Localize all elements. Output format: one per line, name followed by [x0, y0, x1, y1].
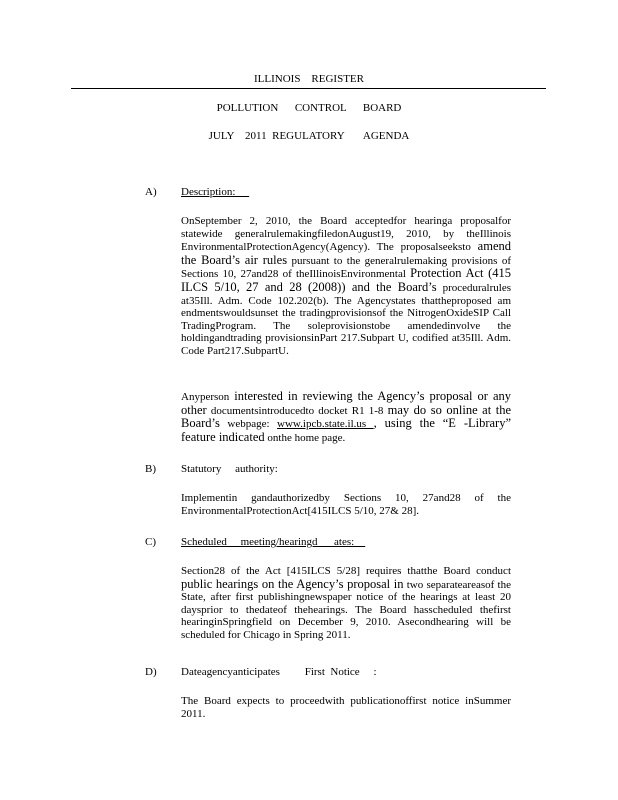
board-webpage-link[interactable]: www.ipcb.state.il.us	[277, 418, 374, 431]
section-d-title: Dateagencyanticipates First Notice :	[181, 666, 377, 678]
header-rule	[71, 88, 546, 89]
section-b-label: B)	[145, 463, 156, 475]
register-title: ILLINOIS REGISTER	[254, 73, 364, 85]
section-c-title: Scheduled meeting/hearingd ates:	[181, 536, 366, 548]
description-text-1: OnSeptember 2, 2010, the Board acceptedfor hearinga proposalfor statewide generalrulemakingfiledonAugust19, 2010, by theIllinois EnvironmentalProtectionAgency(Agency). The proposalseeksto	[181, 215, 511, 254]
review-text-1: Anyperson	[181, 391, 230, 403]
description-text-5: proceduralrules at35Ill. Adm. Code 102.202(b). The Agencystates thattheproposed am endmentswouldsunset the tradingprovisionsof the NitrogenOxideSIP Call TradingProgram. The soleprovisionstobe amendedinvolve the holdingandtrading provisionsinPart 217.Subpart U, codified at35Ill. Adm. Code Part217.SubpartU.	[181, 281, 511, 357]
agenda-title: JULY 2011 REGULATORY AGENDA	[208, 130, 410, 142]
review-text-3: documentsintroducedto docket R1 1-8	[206, 404, 388, 417]
section-d-label: D)	[145, 666, 157, 678]
authority-paragraph: Implementin gandauthorizedby Sections 10, 27and28 of the EnvironmentalProtectionAct[415ILCS 5/10, 27& 28].	[181, 492, 511, 517]
review-text-4: may do so online at the Board’s	[181, 402, 511, 431]
section-b-title: Statutory authority:	[181, 463, 278, 475]
description-text-3: pursuant to the generalrulemaking provisions of Sections 10, 27and28 of theIllinoisEnvironmental	[181, 254, 511, 281]
review-text-5: webpage:	[219, 418, 278, 431]
review-text-6: , using the “E -Library” feature indicated	[181, 416, 512, 444]
review-text-2: interested in reviewing the Agency’s proposal or any other	[181, 389, 511, 417]
first-notice-paragraph: The Board expects to proceedwith publicationoffirst notice inSummer 2011.	[181, 695, 511, 720]
hearing-paragraph	[181, 565, 511, 642]
section-c-label: C)	[145, 536, 156, 548]
hearing-text-2: public hearings on the Agency’s proposal in	[181, 576, 404, 591]
hearing-text-1: Section28 of the Act [415ILCS 5/28] requires thatthe Board conduct	[181, 565, 511, 577]
description-text-2: amend the Board’s air rules	[181, 239, 511, 267]
section-a-label: A)	[145, 186, 157, 198]
hearing-text-3: two separateareasof the State, after first publishingnewspaper notice of the hearings at least 20 daysprior to thedateof thehearings. The Board hasscheduled thefirst hearinginSpringfield on December 9, 2010. Asecondhearing will be scheduled for Chicago in Spring 2011.	[181, 578, 511, 641]
review-text-7: onthe home page.	[264, 431, 346, 444]
description-text-4: Protection Act (415 ILCS 5/10, 27 and 28 (2008)) and the Board’s	[181, 266, 511, 294]
board-name: POLLUTION CONTROL BOARD	[216, 102, 402, 114]
review-paragraph	[181, 390, 511, 444]
description-paragraph	[181, 215, 511, 358]
section-a-title: Description:	[181, 186, 250, 198]
